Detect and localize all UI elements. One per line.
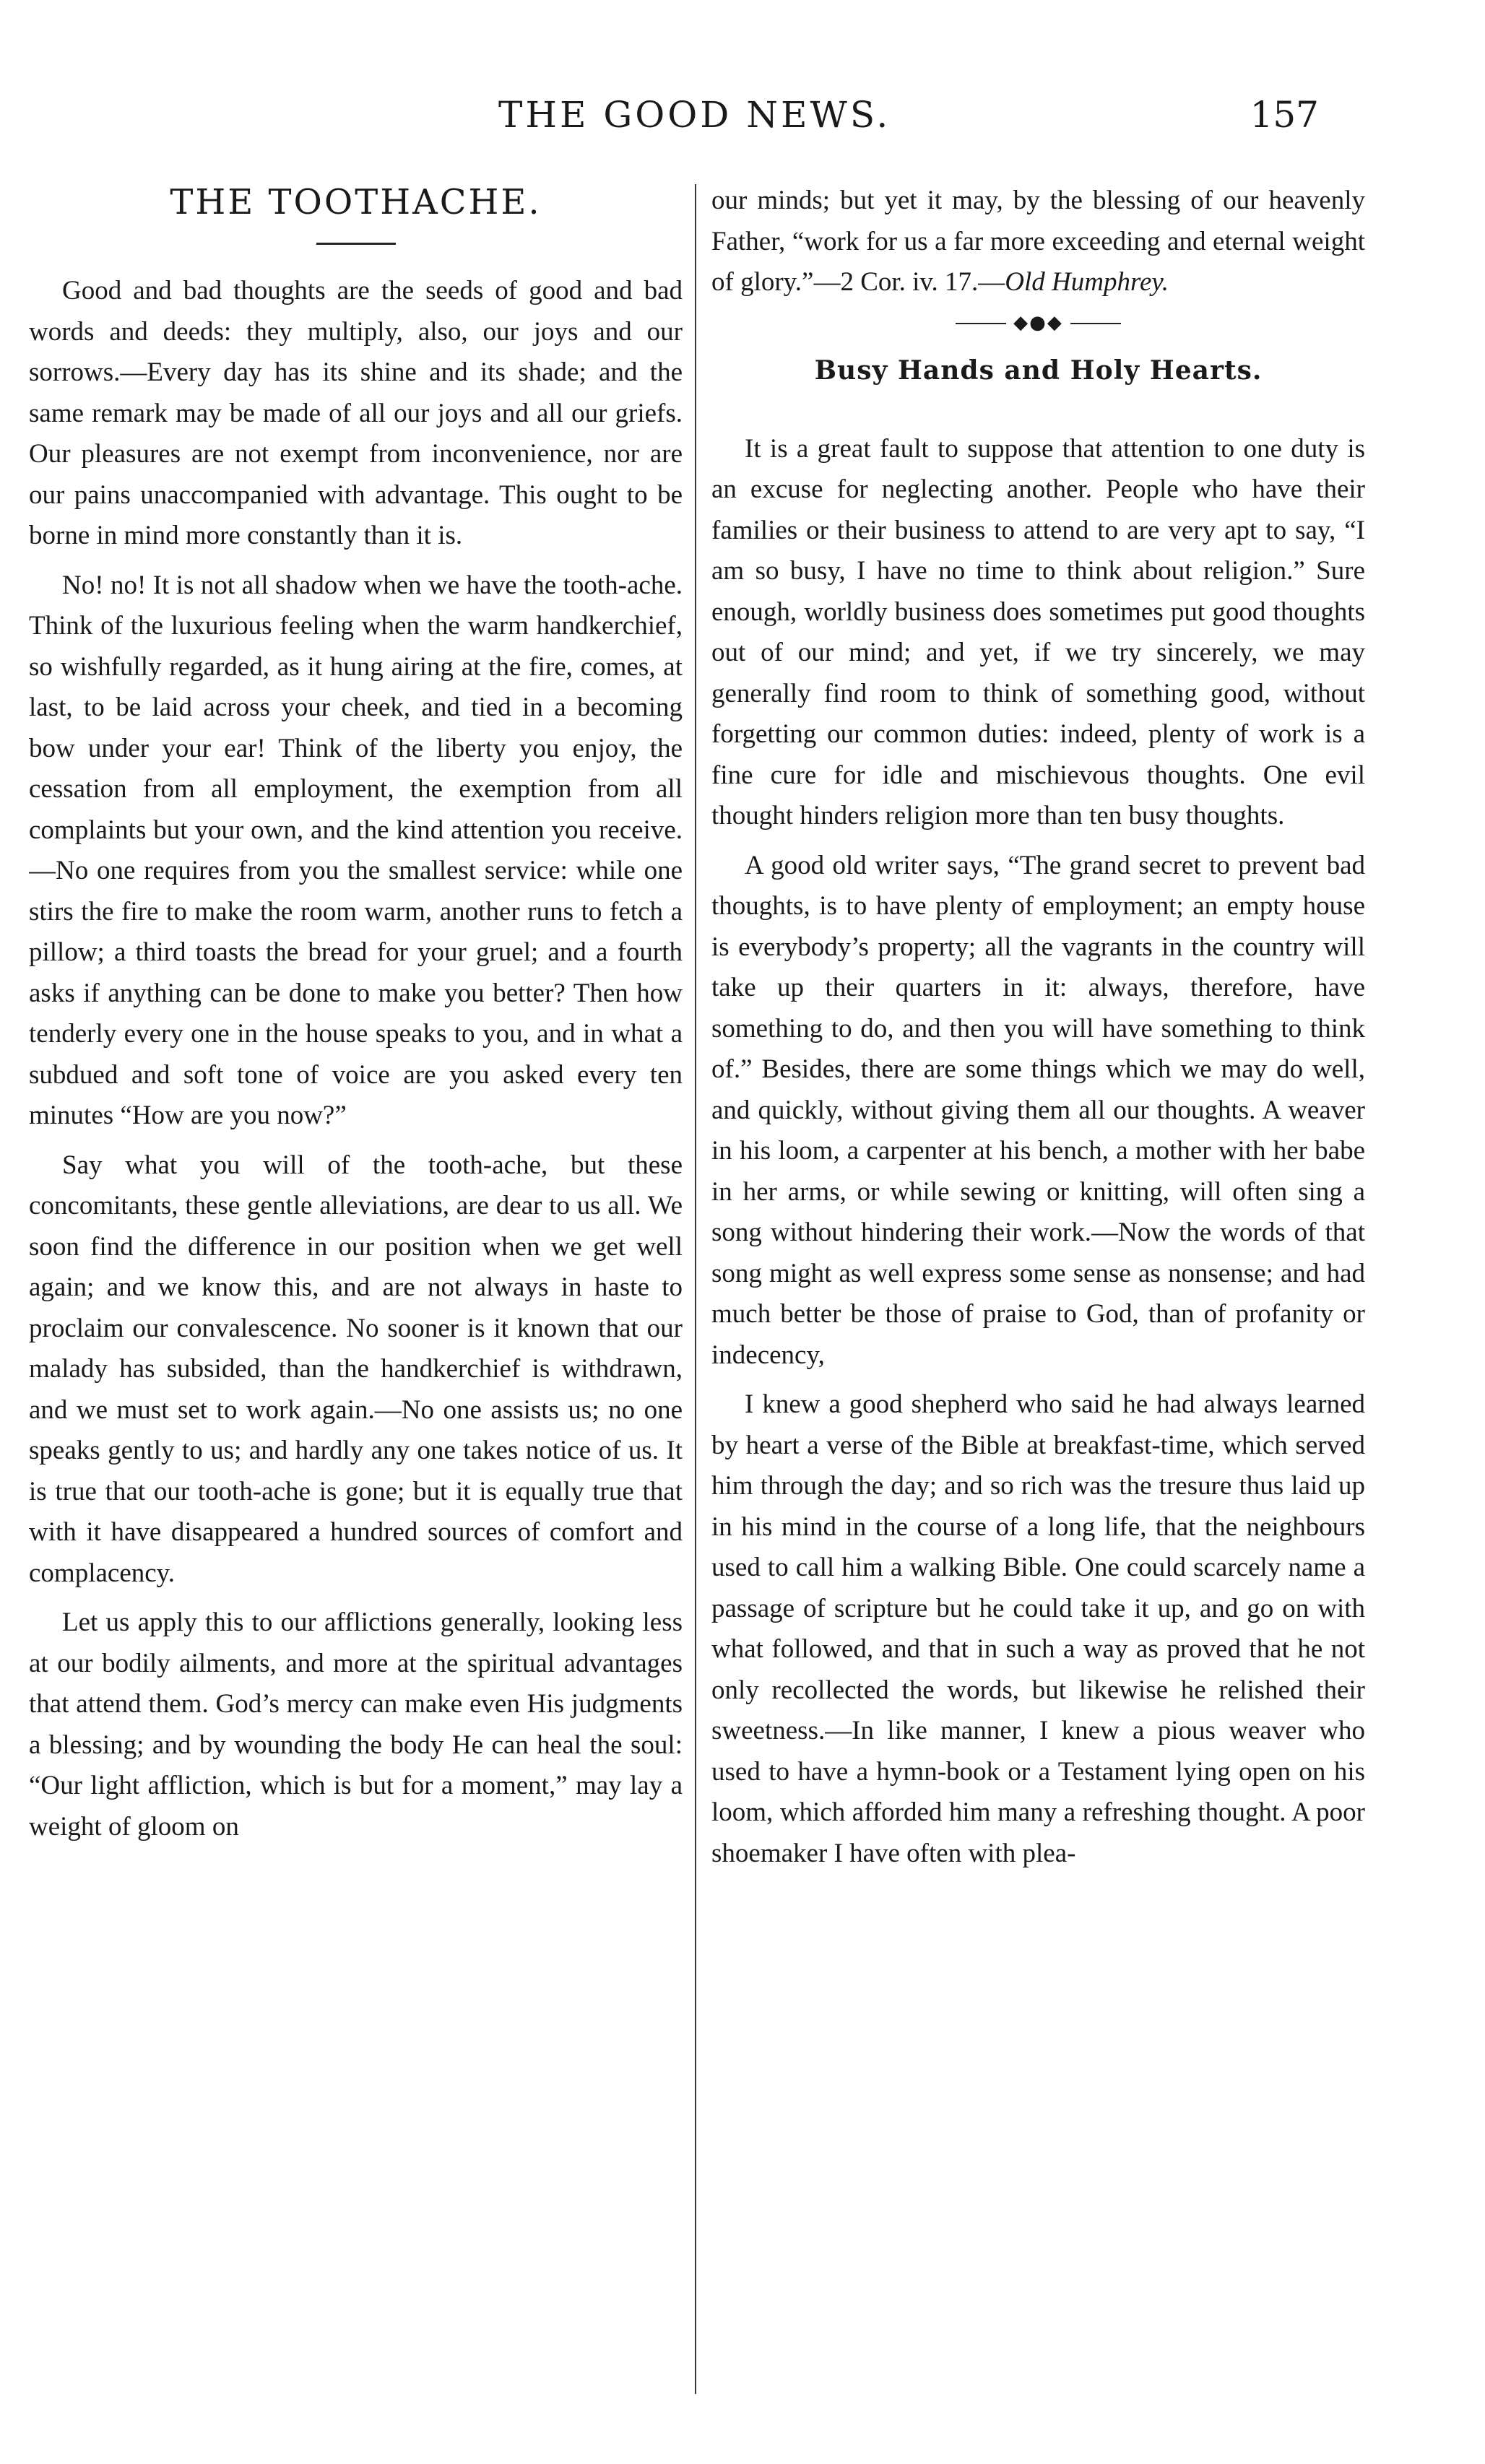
signature: Old Humphrey. [1005, 267, 1169, 297]
paragraph: Let us apply this to our afflictions generally, looking less at our bodily ailments, and more at the spiritual advantages that attend them. God’s mercy can make even His judgments a blessing; and by wounding the body He can heal the soul: “Our light affliction, which is but for a moment,” may lay a weight of gloom on [29, 1608, 683, 1842]
section-title: Busy Hands and Holy Hearts. [814, 355, 1263, 386]
running-title: THE GOOD NEWS. [498, 94, 891, 136]
paragraph: It is a great fault to suppose that attention to one duty is an excuse for neglecting another. People who have their families or their business to attend to are very apt to say, “I am so busy, I have no time to think about religion.” Sure enough, worldly business does sometimes put good thoughts out of our mind; and yet, if we try sincerely, we may generally find room to think of something good, without forgetting our common duties: indeed, plenty of work is a fine cure for idle and mischievous thoughts. One evil thought hinders religion more than ten busy thoughts. [711, 433, 1365, 830]
ornament-line-right [1070, 323, 1121, 324]
paragraph: Say what you will of the tooth-ache, but these concomitants, these gentle alleviations, are dear to us all. We soon find the difference in our position when we get well again; and we know this, and are not always in haste to proclaim our convalescence. No sooner is it known that our malady has subsided, than the handkerchief is withdrawn, and we must set to work again.—No one assists us; no one speaks gently to us; and hardly any one takes notice of us. It is true that our tooth-ache is gone; but it is equally true that with it have disappeared a hundred sources of comfort and complacency. [29, 1150, 683, 1588]
paragraph: A good old writer says, “The grand secret to prevent bad thoughts, is to have plenty of employment; an empty house is everybody’s property; all the vagrants in the country will take up their quarters in it: always, therefore, have something to do, and then you will have something to think of.” Besides, there are some things which we may do well, and quickly, without giving them all our thoughts. A weaver in his loom, a carpenter at his bench, a mother with her babe in her arms, or while sewing or knitting, will often sing a song without hindering their work.—Now the words of that song might as well express some sense as nonsense; and had much better be those of praise to God, than of profanity or indecency, [711, 850, 1365, 1370]
ornament-divider [711, 312, 1365, 334]
right-column [711, 181, 1365, 2419]
ornament-glyph: ◆●◆ [1013, 311, 1063, 334]
left-column [29, 181, 683, 2419]
title-rule [316, 243, 396, 245]
continued-paragraph [711, 181, 1365, 303]
ornament-line-left [956, 323, 1006, 324]
running-head [0, 94, 1485, 152]
column-divider [695, 184, 696, 2394]
paragraph: Good and bad thoughts are the seeds of good and bad words and deeds: they multiply, also, our joys and our sorrows.—Every day has its shine and its shade; and the same remark may be made of all our joys and all our griefs. Our pleasures are not exempt from inconvenience, nor are our pains unaccompanied with advantage. This ought to be borne in mind more constantly than it is. [29, 276, 683, 550]
continuation-text: our minds; but yet it may, by the blessing of our heavenly Father, “work for us a far more exceeding and eternal weight of glory.”—2 Cor. iv. 17.— [711, 186, 1365, 297]
paragraph: No! no! It is not all shadow when we have the tooth-ache. Think of the luxurious feeling when the warm handkerchief, so wishfully regarded, as it hung airing at the fire, comes, at last, to be laid across your cheek, and tied in a becoming bow under your ear! Think of the liberty you enjoy, the cessation from all employment, the exemption from all complaints but your own, and the kind attention you receive.—No one requires from you the smallest service: while one stirs the fire to make the room warm, another runs to fetch a pillow; a third toasts the bread for your gruel; and a fourth asks if anything can be done to make you better? Then how tenderly every one in the house speaks to you, and in what a subdued and soft tone of voice are you asked every ten minutes “How are you now?” [29, 570, 683, 1130]
article-title: THE TOOTHACHE. [170, 182, 542, 222]
page-number: 157 [1250, 94, 1319, 136]
paragraph: I knew a good shepherd who said he had always learned by heart a verse of the Bible at breakfast-time, which served him through the day; and so rich was the tresure thus laid up in his mind in the course of a long life, that the neighbours used to call him a walking Bible. One could scarcely name a passage of scripture but he could take it up, and go on with what followed, and that in such a way as proved that he not only recollected the words, but likewise he relished their sweetness.—In like manner, I knew a pious weaver who used to have a hymn-book or a Testament lying open on his loom, which afforded him many a refreshing thought. A poor shoemaker I have often with plea- [711, 1389, 1365, 1868]
